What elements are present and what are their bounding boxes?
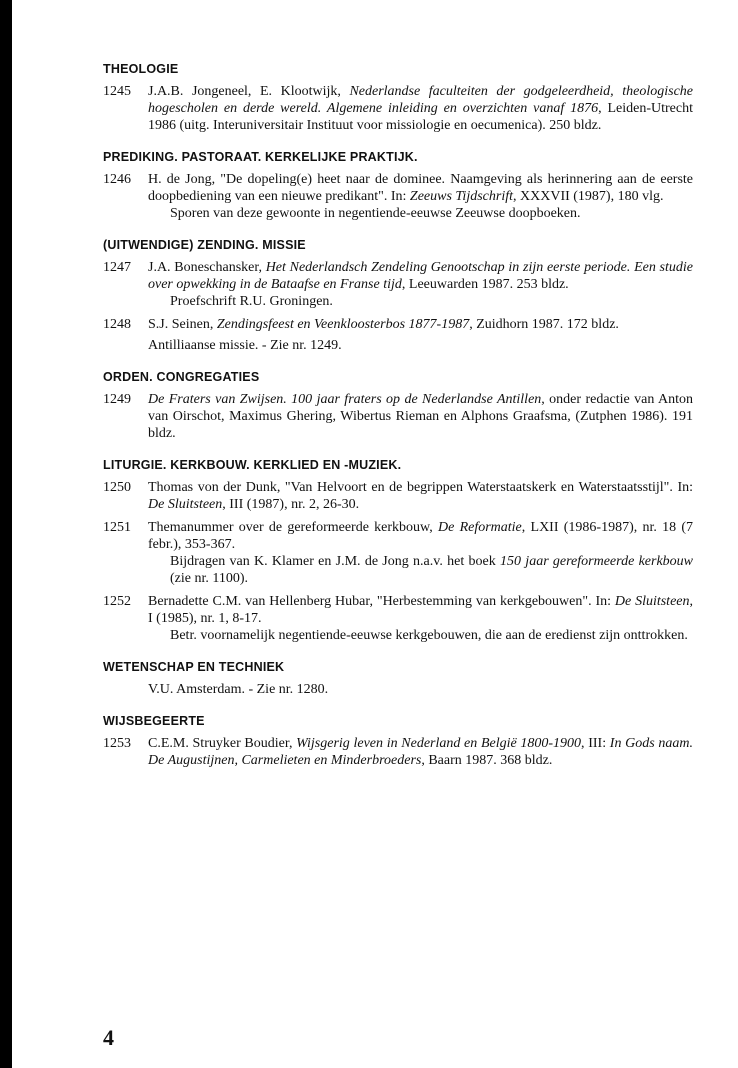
entry-number: 1252 xyxy=(103,594,131,609)
entry-note: Bijdragen van K. Klamer en J.M. de Jong n.a.v. het boek 150 jaar gereformeerde kerkbouw (zie nr. 1100). xyxy=(170,554,694,586)
entry-text: C.E.M. Struyker Boudier, Wijsgerig leven in Nederland en België 1800-1900, III: In Gods naam. De Augustijnen, Carmelieten en Minderbroeders, Baarn 1987. 368 bldz. xyxy=(148,736,693,768)
entry-number: 1249 xyxy=(103,392,131,407)
entry-note: Proefschrift R.U. Groningen. xyxy=(170,294,333,309)
section-heading: ORDEN. CONGREGATIES xyxy=(103,370,260,384)
section xyxy=(103,236,693,354)
entry-number: 1250 xyxy=(103,480,131,495)
entry-text: De Fraters van Zwijsen. 100 jaar fraters op de Nederlandse Antillen, onder redactie van Anton van Oirschot, Maximus Ghering, Wibertus Rieman en Alphons Graafsma, (Zutphen 1986). 191 bldz. xyxy=(148,392,693,441)
bibliography-entry xyxy=(103,391,693,442)
entry-text: J.A. Boneschansker, Het Nederlandsch Zendeling Genootschap in zijn eerste periode. Een studie over opwekking in de Bataafse en Franse tijd, Leeuwarden 1987. 253 bldz. xyxy=(148,260,693,292)
entry-text: H. de Jong, "De dopeling(e) heet naar de dominee. Naamgeving als herinnering aan de eerste doopbediening van een nieuwe predikant". In: Zeeuws Tijdschrift, XXXVII (1987), 180 vlg. xyxy=(148,172,693,204)
bibliography-entry xyxy=(103,259,693,310)
bibliography-entry xyxy=(103,519,693,587)
entry-number: 1248 xyxy=(103,317,131,332)
section xyxy=(103,712,693,769)
entry-number: 1246 xyxy=(103,172,131,187)
entry-number: 1253 xyxy=(103,736,131,751)
section-heading: PREDIKING. PASTORAAT. KERKELIJKE PRAKTIJK. xyxy=(103,150,418,164)
section xyxy=(103,658,693,698)
bibliography-entry xyxy=(103,171,693,222)
entry-note: Antilliaanse missie. - Zie nr. 1249. xyxy=(148,338,342,353)
bibliography-entry xyxy=(103,593,693,644)
bibliography-entry xyxy=(103,316,693,354)
bibliography-page xyxy=(103,60,693,775)
section-heading: THEOLOGIE xyxy=(103,62,179,76)
bibliography-entry xyxy=(103,735,693,769)
section-heading: WETENSCHAP EN TECHNIEK xyxy=(103,660,285,674)
entry-text: J.A.B. Jongeneel, E. Klootwijk, Nederlandse faculteiten der godgeleerdheid, theologische hogescholen en derde wereld. Algemene inleiding en overzichten vanaf 1876, Leiden-Utrecht 1986 (uitg. Interuniversitair Instituut voor missiologie en oecumenica). 250 bldz. xyxy=(148,84,693,133)
section xyxy=(103,148,693,222)
entry-text: Thomas von der Dunk, "Van Helvoort en de begrippen Waterstaatskerk en Waterstaatsstijl". In: De Sluitsteen, III (1987), nr. 2, 26-30. xyxy=(148,480,693,512)
section xyxy=(103,456,693,644)
entry-text: Themanummer over de gereformeerde kerkbouw, De Reformatie, LXII (1986-1987), nr. 18 (7 febr.), 353-367. xyxy=(148,520,693,552)
section xyxy=(103,60,693,134)
section-heading: WIJSBEGEERTE xyxy=(103,714,205,728)
bibliography-entry xyxy=(103,681,693,698)
section-heading: LITURGIE. KERKBOUW. KERKLIED EN -MUZIEK. xyxy=(103,458,402,472)
entry-note: Sporen van deze gewoonte in negentiende-eeuwse Zeeuwse doopboeken. xyxy=(170,206,581,221)
bibliography-entry xyxy=(103,83,693,134)
bibliography-entry xyxy=(103,479,693,513)
entry-number: 1245 xyxy=(103,84,131,99)
entry-text: Bernadette C.M. van Hellenberg Hubar, "Herbestemming van kerkgebouwen". In: De Sluitsteen, I (1985), nr. 1, 8-17. xyxy=(148,594,694,626)
entry-number: 1247 xyxy=(103,260,131,275)
entry-text: V.U. Amsterdam. - Zie nr. 1280. xyxy=(148,682,329,697)
entry-number: 1251 xyxy=(103,520,131,535)
entry-text: S.J. Seinen, Zendingsfeest en Veenkloosterbos 1877-1987, Zuidhorn 1987. 172 bldz. xyxy=(148,317,619,332)
section xyxy=(103,368,693,442)
page-number: 4 xyxy=(103,1025,114,1050)
page-edge-shadow xyxy=(0,0,12,1068)
section-heading: (UITWENDIGE) ZENDING. MISSIE xyxy=(103,238,306,252)
entry-note: Betr. voornamelijk negentiende-eeuwse kerkgebouwen, die aan de eredienst zijn onttrokken. xyxy=(170,628,688,643)
